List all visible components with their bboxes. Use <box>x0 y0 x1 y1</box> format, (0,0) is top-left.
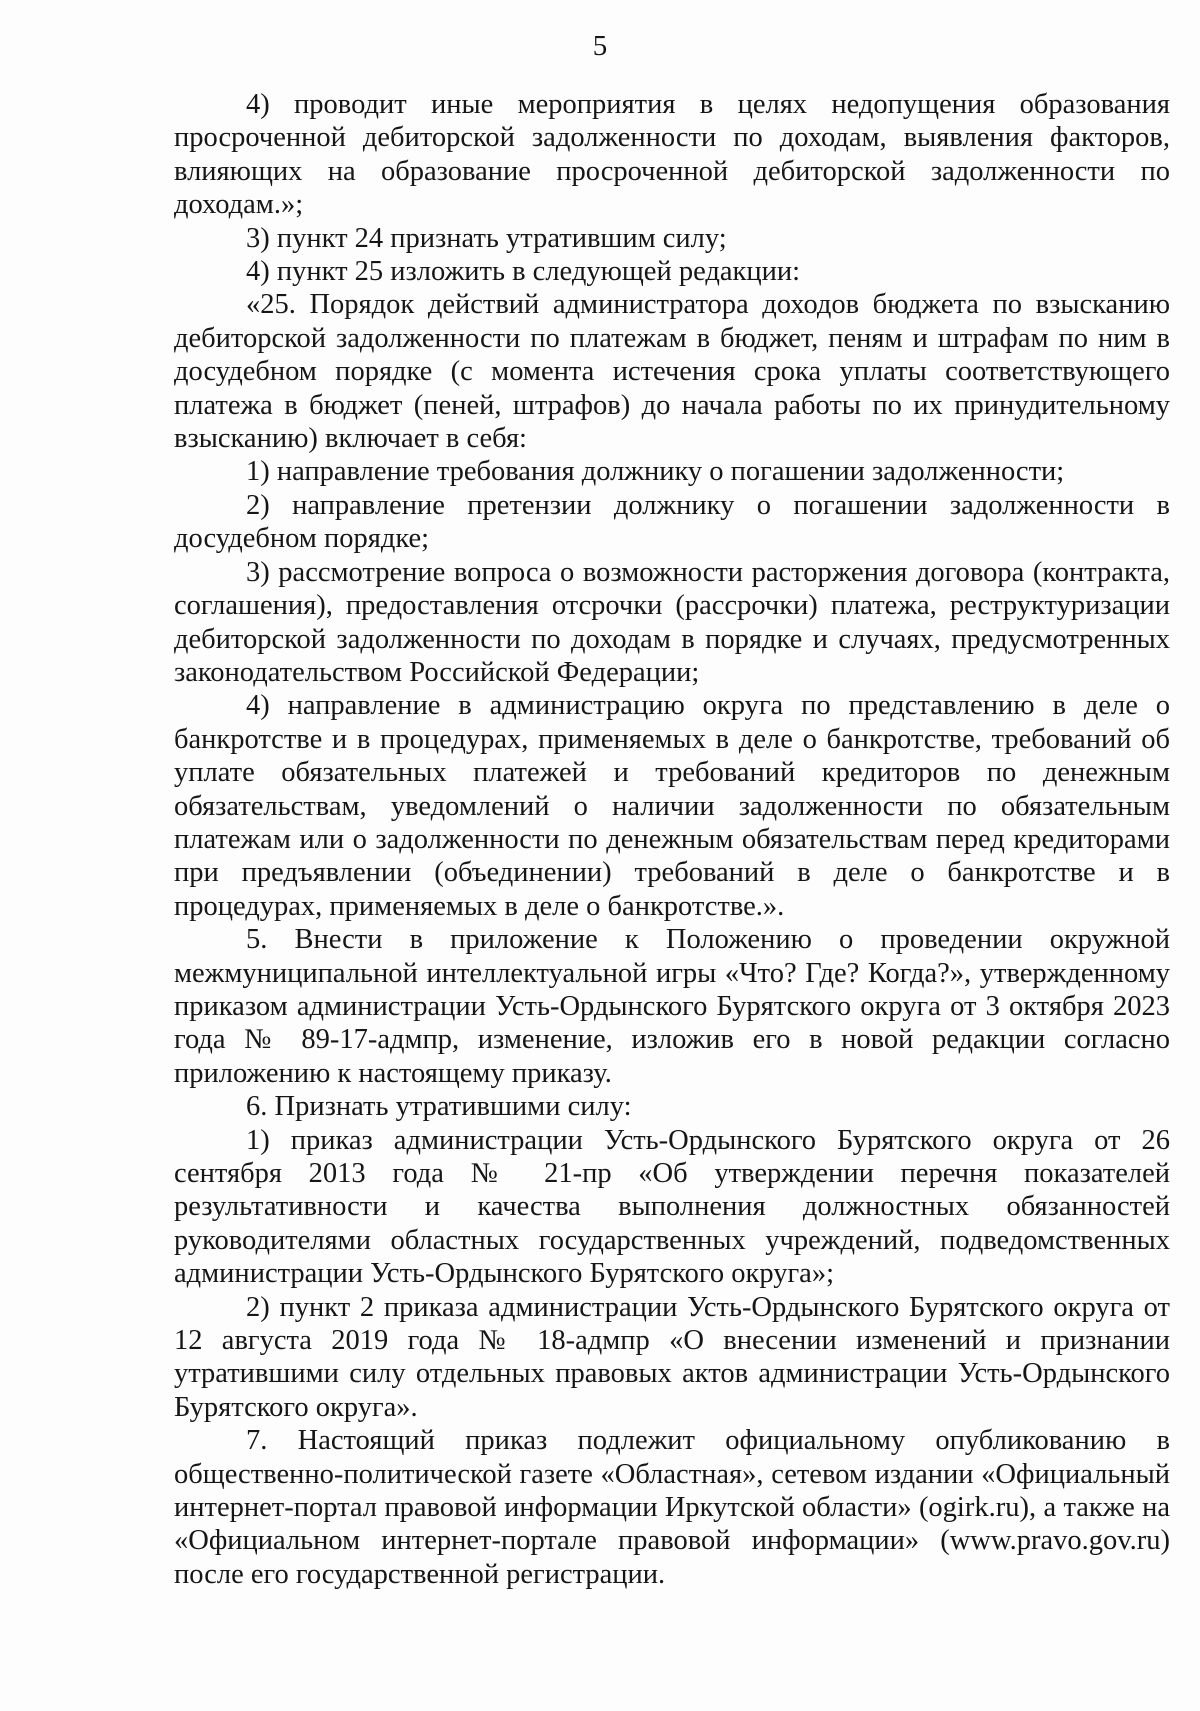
paragraph: 1) направление требования должнику о погашении задолженности; <box>246 456 1065 488</box>
paragraph: 6. Признать утратившими силу: <box>246 1091 632 1123</box>
paragraph: 3) пункт 24 признать утратившим силу; <box>246 222 727 254</box>
paragraph: 4) проводит иные мероприятия в целях недопущения образования просроченной дебиторской задолженности по доходам, выявления факторов, влияющих на образование просроченной дебиторской задолженности по доходам.»; <box>174 89 1170 221</box>
paragraph: 7. Настоящий приказ подлежит официальному опубликованию в общественно-политической газете «Областная», сетевом издании «Официальный интернет-портал правовой информации Иркутской области» (ogirk.ru), а также на «Официальном интернет-портале правовой информации» (www.pravo.gov.ru) после его государственной регистрации. <box>174 1425 1170 1590</box>
paragraph: «25. Порядок действий администратора доходов бюджета по взысканию дебиторской задолженности по платежам в бюджет, пеням и штрафам по ним в досудебном порядке (с момента истечения срока уплаты соответствующего платежа в бюджет (пеней, штрафов) до начала работы по их принудительному взысканию) включает в себя: <box>174 289 1170 455</box>
paragraph: 4) направление в администрацию округа по представлению в деле о банкротстве и в процедурах, применяемых в деле о банкротстве, требований об уплате обязательных платежей и требований кредиторов по денежным обязательствам, уведомлений о наличии задолженности по обязательным платежам или о задолженности по денежным обязательствам перед кредиторами при предъявлении (объединении) требований в деле о банкротстве и в процедурах, применяемых в деле о банкротстве.». <box>174 690 1170 922</box>
paragraph: 4) пункт 25 изложить в следующей редакции: <box>246 256 801 288</box>
document-body <box>174 88 1170 1591</box>
paragraph: 1) приказ администрации Усть-Ордынского Бурятского округа от 26 сентября 2013 года № 21-пр «Об утверждении перечня показателей результативности и качества выполнения должностных обязанностей руководителями областных государственных учреждений, подведомственных администрации Усть-Ордынского Бурятского округа»; <box>174 1124 1170 1290</box>
paragraph: 2) направление претензии должнику о погашении задолженности в досудебном порядке; <box>174 489 1170 555</box>
paragraph: 5. Внести в приложение к Положению о проведении окружной межмуниципальной интеллектуальной игры «Что? Где? Когда?», утвержденному приказом администрации Усть-Ордынского Бурятского округа от 3 октября 2023 года № 89-17-адмпр, изменение, изложив его в новой редакции согласно приложению к настоящему приказу. <box>174 924 1170 1089</box>
paragraph: 3) рассмотрение вопроса о возможности расторжения договора (контракта, соглашения), предоставления отсрочки (рассрочки) платежа, реструктуризации дебиторской задолженности по доходам в порядке и случаях, предусмотренных законодательством Российской Федерации; <box>174 556 1170 688</box>
paragraph: 2) пункт 2 приказа администрации Усть-Ордынского Бурятского округа от 12 августа 2019 года № 18-адмпр «О внесении изменений и признании утратившими силу отдельных правовых актов администрации Усть-Ордынского Бурятского округа». <box>174 1291 1170 1423</box>
page-number: 5 <box>592 30 608 62</box>
